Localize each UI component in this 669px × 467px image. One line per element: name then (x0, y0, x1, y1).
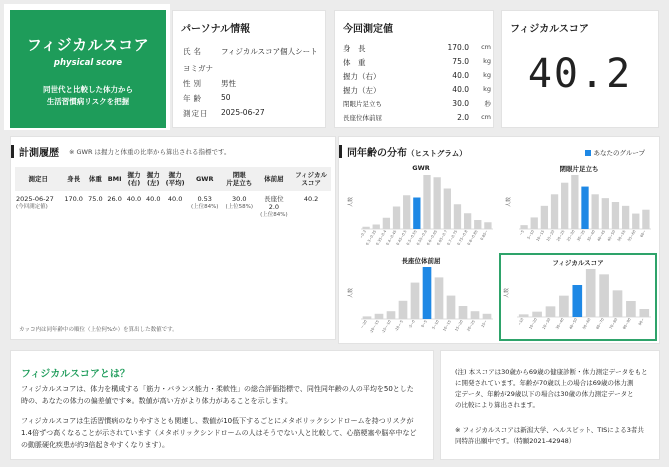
col-weight: 体重 (86, 167, 105, 191)
measure-value: 170.0 (447, 43, 469, 52)
personal-label-age: 年齢 (183, 94, 204, 103)
note-line: の比較により算出されます。 (455, 401, 539, 409)
x-tick-label: ~5 (518, 229, 525, 237)
personal-value-sex: 男性 (221, 79, 236, 88)
col-height: 身長 (62, 167, 86, 191)
note-line: ※ フィジカルスコアは新潟大学、ヘルスビット、TISによる3者共 (455, 426, 644, 434)
x-tick-label: 25~ (480, 319, 488, 329)
histogram-bar (613, 290, 623, 317)
measurements-title: 今回測定値 (343, 24, 393, 35)
x-tick-label: -15~-10 (381, 319, 392, 335)
measure-label: 握力（左） (343, 86, 381, 95)
x-tick-label: -20~-15 (369, 319, 380, 335)
x-tick-label: 30~40 (555, 317, 565, 331)
histogram-bar (363, 316, 372, 319)
histogram-bar (399, 301, 408, 319)
personal-label-sex: 性別 (183, 79, 204, 88)
cell-gwr (187, 191, 222, 223)
legend-label: あなたのグループ (593, 149, 645, 157)
histogram-bar (519, 314, 529, 317)
x-tick-label: 50~60 (582, 317, 592, 331)
history-header-row (15, 167, 331, 191)
cell-grip-left: 40.0 (146, 195, 161, 203)
note-2 (455, 425, 651, 447)
about-line: 1.4倍ずつ高くなることが示されています（メタボリックシンドロームの人はそうでない人と比較して、心筋梗塞や脳卒中など (21, 429, 417, 437)
x-tick-label: 0.45~0.5 (395, 229, 408, 246)
histogram-bar (464, 213, 471, 229)
measure-unit: kg (483, 85, 491, 93)
x-tick-label: 45~50 (606, 229, 617, 243)
col-balance: 閉眼 片足立ち (222, 167, 257, 191)
measure-row-grip-left (343, 85, 491, 97)
histogram-physical-score (499, 253, 657, 341)
personal-value-name: フィジカルスコア個人シート (221, 47, 318, 56)
histogram-bar (632, 214, 639, 229)
distribution-title-main: 同年齢の分布 (347, 148, 407, 159)
x-tick-label: 0.75~0.8 (456, 229, 469, 246)
col-date: 測定日 (15, 167, 62, 191)
histogram-bar (433, 177, 440, 229)
histogram-bar (626, 301, 636, 317)
histogram-gwr (345, 161, 497, 251)
cell-score: 40.2 (303, 195, 319, 203)
brand-tagline-line-2: 生活習慣病リスクを把握 (46, 97, 130, 106)
cell-weight: 75.0 (88, 195, 103, 203)
about-line: フィジカルスコアは、体力を構成する「筋力・バランス能力・柔軟性」の総合評価指標で、同性同年齢の人の平均を50とした (21, 385, 414, 393)
measure-unit: 秒 (484, 100, 491, 108)
measure-value: 40.0 (452, 85, 469, 94)
measure-row-flex (343, 113, 491, 125)
histogram-bar-highlight (572, 285, 582, 317)
y-axis-label: 人数 (504, 287, 510, 299)
cell-bmi: 26.0 (107, 195, 122, 203)
histogram-bar (483, 314, 492, 319)
histogram-svg (345, 253, 497, 341)
histogram-bar (375, 314, 384, 319)
cell-gwr-sub: (上位84%) (190, 204, 219, 210)
personal-label-date: 測定日 (183, 109, 209, 118)
x-tick-label: 0.65~0.7 (436, 229, 449, 246)
measure-unit: kg (483, 57, 491, 65)
table-row (15, 191, 331, 223)
brand-title: フィジカルスコア (26, 36, 150, 54)
col-grip-avg: 握力 (平均) (163, 167, 188, 191)
x-tick-label: 0.55~0.6 (416, 229, 428, 246)
personal-value-date: 2025-06-27 (221, 108, 265, 117)
histogram-bar (520, 225, 527, 229)
history-table (15, 167, 331, 223)
cell-flex-sub: (上位84%) (260, 212, 288, 218)
cell-flex (257, 191, 292, 223)
cell-grip-avg: 40.0 (167, 195, 183, 203)
histogram-bar (642, 210, 649, 229)
cell-date-value: 2025-06-27 (16, 195, 54, 203)
histogram-bar (561, 183, 568, 229)
note-line: に開発されています。年齢が70歳以上の場合は69歳の体力測 (455, 379, 634, 387)
distribution-title (347, 144, 467, 159)
histogram-bar (612, 202, 619, 229)
about-title: フィジカルスコアとは？ (21, 369, 130, 380)
histogram-bar (546, 306, 556, 317)
histogram-bar (622, 206, 629, 229)
cell-date (15, 191, 62, 223)
x-tick-label: 90~ (637, 317, 646, 327)
x-tick-label: 40~45 (596, 229, 607, 243)
x-tick-label: ~0.3 (359, 229, 367, 240)
histogram-title: 閉眼片足立ち (559, 165, 599, 173)
measure-value: 30.0 (452, 99, 469, 108)
measure-row-grip-right (343, 71, 491, 83)
y-axis-label: 人数 (348, 196, 354, 208)
x-tick-label: 35~40 (586, 229, 597, 243)
x-tick-label: 0.5~0.55 (405, 229, 418, 246)
x-tick-label: -10~-5 (394, 319, 404, 333)
x-tick-label: 0.8~0.85 (466, 229, 479, 246)
history-note: ※ GWR は握力と体重の比率から算出される指標です。 (69, 148, 231, 156)
legend-swatch (585, 150, 591, 156)
note-1 (455, 367, 651, 411)
personal-info-title: パーソナル情報 (181, 24, 251, 35)
note-line: 定データ、年齢が29歳以下の場合は30歳の体力測定データと (455, 390, 634, 398)
y-axis-label: 人数 (506, 196, 512, 208)
brand-subtitle: physical score (53, 58, 123, 68)
col-flex: 体前屈 (257, 167, 292, 191)
histogram-bar (484, 222, 491, 229)
measure-row-balance (343, 99, 491, 111)
x-tick-label: 0.85~ (479, 229, 489, 242)
x-tick-label: 30~35 (576, 229, 586, 243)
score-value: 40.2 (527, 51, 633, 97)
histogram-bar (639, 309, 649, 317)
measure-label: 握力（右） (343, 72, 381, 81)
histogram-svg (345, 161, 497, 251)
history-footnote: カッコ内は同年齢中の順位（上位何%か）を算出した数値です。 (19, 327, 178, 333)
histogram-bar (387, 311, 396, 319)
measure-value: 40.0 (452, 71, 469, 80)
histogram-title: フィジカルスコア (552, 259, 604, 267)
histogram-bar (362, 227, 369, 229)
brand-tagline (10, 84, 166, 108)
distribution-title-bar (339, 145, 342, 158)
x-tick-label: 55~60 (627, 229, 637, 243)
histogram-balance (503, 161, 655, 251)
x-tick-label: 0.6~0.65 (426, 229, 439, 246)
histogram-bar (602, 198, 609, 229)
score-title: フィジカルスコア (510, 24, 589, 35)
histogram-bar (571, 175, 578, 229)
measure-unit: cm (481, 113, 491, 121)
distribution-card (338, 136, 660, 344)
histogram-title: 長座位体前屈 (401, 257, 441, 265)
histogram-bar (411, 283, 420, 319)
histogram-bar (435, 277, 444, 319)
legend (585, 148, 645, 157)
cell-balance (222, 191, 257, 223)
cell-flex-type: 長座位 (264, 195, 284, 203)
about-paragraph-2 (21, 415, 441, 451)
col-grip-right: 握力 (右) (124, 167, 143, 191)
measure-label: 身 長 (343, 44, 366, 53)
histogram-bar (423, 175, 430, 229)
histogram-bar (471, 311, 480, 319)
x-tick-label: ~-20 (359, 319, 368, 330)
histogram-title: GWR (412, 164, 430, 172)
distribution-title-sub: （ヒストグラム） (407, 149, 467, 158)
histogram-bar-highlight (423, 267, 432, 319)
histogram-bar (586, 269, 596, 317)
x-tick-label: ~10 (517, 317, 525, 327)
histogram-bar (383, 218, 390, 229)
history-title-bar (11, 145, 14, 158)
measure-label: 体 重 (343, 58, 366, 67)
x-tick-label: 70~80 (608, 317, 619, 331)
history-card (10, 136, 336, 340)
x-tick-label: 0.3~0.35 (365, 229, 378, 246)
x-tick-label: 10~15 (442, 319, 452, 333)
measurements-card (334, 10, 494, 128)
histogram-bar (459, 306, 468, 319)
x-tick-label: 20~25 (556, 229, 566, 243)
brand-card (4, 4, 170, 130)
histogram-bar (403, 195, 410, 229)
cell-gwr-value: 0.53 (197, 195, 212, 203)
about-paragraph-1 (21, 383, 441, 407)
histogram-bar-highlight (413, 198, 420, 230)
x-tick-label: 60~ (639, 229, 647, 239)
history-title: 計測履歴 (19, 148, 59, 159)
x-tick-label: 0~5 (420, 319, 428, 329)
x-tick-label: 10~15 (535, 229, 546, 243)
x-tick-label: 40~50 (568, 317, 579, 331)
x-tick-label: 15~20 (454, 319, 464, 333)
personal-label-kana: ヨミガナ (183, 64, 213, 73)
measure-unit: kg (483, 71, 491, 79)
histogram-svg (503, 161, 655, 251)
measure-row-weight (343, 57, 491, 69)
personal-info-card (172, 10, 326, 128)
x-tick-label: 10~20 (528, 317, 538, 331)
col-gwr: GWR (187, 167, 222, 191)
measure-row-height (343, 43, 491, 55)
x-tick-label: 60~70 (595, 317, 605, 331)
about-line: 時の、あなたの体力の偏差値です※。数値が高い方がより体力があることを示します。 (21, 397, 293, 405)
histogram-bar (373, 225, 380, 230)
histogram-bar-highlight (581, 187, 588, 229)
measure-label: 閉眼片足立ち (343, 100, 382, 108)
cell-height: 170.0 (64, 195, 83, 203)
personal-label-name: 氏名 (183, 47, 204, 56)
col-grip-left: 握力 (左) (144, 167, 163, 191)
x-tick-label: 0.4~0.45 (385, 229, 398, 246)
y-axis-label: 人数 (348, 287, 354, 299)
histogram-bar (531, 217, 538, 229)
measure-value: 75.0 (452, 57, 469, 66)
note-line: 同特許出願中です。（特願2021-42948） (455, 437, 576, 445)
x-tick-label: 25~30 (566, 229, 576, 243)
personal-value-age: 50 (221, 93, 231, 102)
cell-date-sub: (今回測定値) (16, 204, 48, 210)
histogram-bar (447, 296, 456, 319)
measure-unit: cm (481, 43, 491, 51)
x-tick-label: -5~0 (407, 319, 416, 330)
about-card (10, 350, 434, 460)
brand-banner (10, 10, 166, 128)
x-tick-label: 5~10 (431, 319, 440, 331)
histogram-svg (501, 255, 655, 339)
x-tick-label: 15~20 (545, 229, 556, 243)
about-line: フィジカルスコアは生活習慣病のなりやすさとも関連し、数値が10低下するごとにメタボリックシンドロームを持つリスクが (21, 417, 414, 425)
x-tick-label: 5~10 (526, 229, 536, 241)
histogram-bar (532, 312, 542, 317)
col-bmi: BMI (105, 167, 124, 191)
score-card (501, 10, 659, 128)
about-line: の動脈硬化疾患が約3倍起きやすくなります）。 (21, 441, 169, 449)
x-tick-label: 20~25 (466, 319, 476, 333)
histogram-bar (454, 204, 461, 229)
histogram-bar (591, 194, 598, 229)
cell-balance-value: 30.0 (232, 195, 247, 203)
histogram-bar (541, 206, 548, 229)
histogram-bar (599, 274, 609, 317)
x-tick-label: 0.35~0.4 (375, 229, 388, 246)
x-tick-label: 20~30 (541, 317, 552, 331)
measure-value: 2.0 (457, 113, 469, 122)
cell-flex-value: 2.0 (268, 203, 280, 211)
cell-grip-right: 40.0 (126, 195, 142, 203)
note-line: (注) 本スコアは30歳から69歳の健康診断・体力測定データをもと (455, 368, 648, 376)
histogram-bar (551, 194, 558, 229)
brand-tagline-line-1: 同世代と比較した体力から (43, 85, 133, 94)
col-score: フィジカル スコア (291, 167, 331, 191)
histogram-flex (345, 253, 497, 341)
cell-balance-sub: (上位58%) (225, 204, 254, 210)
x-tick-label: 50~55 (616, 229, 627, 243)
x-tick-label: 0.7~0.75 (446, 229, 459, 246)
histogram-bar (393, 207, 400, 230)
measure-label: 長座位体前屈 (343, 114, 382, 122)
histogram-bar (444, 189, 451, 230)
x-tick-label: 80~90 (622, 317, 632, 331)
histogram-bar (559, 296, 569, 317)
notes-card (440, 350, 660, 460)
histogram-bar (474, 220, 481, 229)
